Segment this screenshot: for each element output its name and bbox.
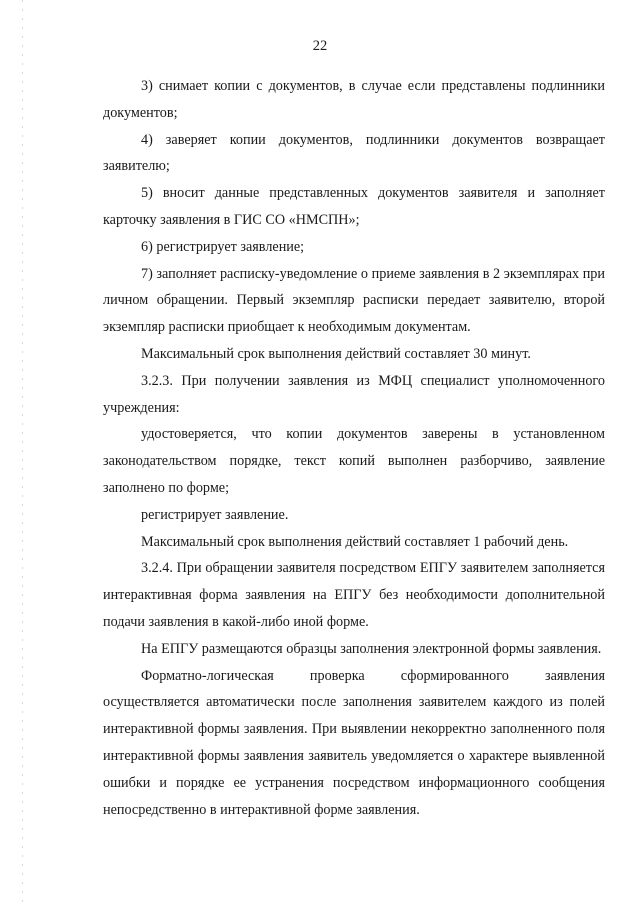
paragraph-item-5: 5) вносит данные представленных документов заявителя и заполняет карточку заявления в ГИС СО «НМСПН»; (103, 185, 605, 228)
paragraph-max-time-1day: Максимальный срок выполнения действий составляет 1 рабочий день. (141, 533, 569, 550)
paragraph-section-3-2-4: 3.2.4. При обращении заявителя посредством ЕПГУ заявителем заполняется интерактивная форма заявления на ЕПГУ без необходимости дополнительной подачи заявления в какой-либо иной форме. (103, 560, 605, 630)
paragraph-item-6: 6) регистрирует заявление; (141, 238, 305, 255)
paragraph-item-3: 3) снимает копии с документов, в случае если представлены подлинники документов; (103, 78, 605, 121)
paragraph-epgu-samples: На ЕПГУ размещаются образцы заполнения электронной формы заявления. (141, 640, 602, 657)
paragraph-registers: регистрирует заявление. (141, 506, 289, 523)
paragraph-format-logic-check: Форматно-логическая проверка сформированного заявления осуществляется автоматически после заполнения заявителем каждого из полей интерактивной формы заявления. При выявлении некорректно заполненного поля интерактивной формы заявления заявитель уведомляется о характере выявленной ошибки и порядке ее устранения посредством информационного сообщения непосредственно в интерактивной форме заявления. (103, 667, 605, 818)
page-body (103, 73, 605, 823)
paragraph-verifies-copies: удостоверяется, что копии документов заверены в установленном законодательством порядке, текст копий выполнен разборчиво, заявление заполнено по форме; (103, 426, 605, 496)
paragraph-max-time-30min: Максимальный срок выполнения действий составляет 30 минут. (141, 345, 531, 362)
paragraph-item-4: 4) заверяет копии документов, подлинники документов возвращает заявителю; (103, 131, 605, 175)
scan-edge-marks (22, 0, 23, 905)
paragraph-item-7: 7) заполняет расписку-уведомление о приеме заявления в 2 экземплярах при личном обращении. Первый экземпляр расписки передает заявителю, второй экземпляр расписки приобщает к необходимым документам. (103, 265, 605, 336)
page-number: 22 (312, 38, 328, 54)
paragraph-section-3-2-3: 3.2.3. При получении заявления из МФЦ специалист уполномоченного учреждения: (103, 372, 605, 416)
